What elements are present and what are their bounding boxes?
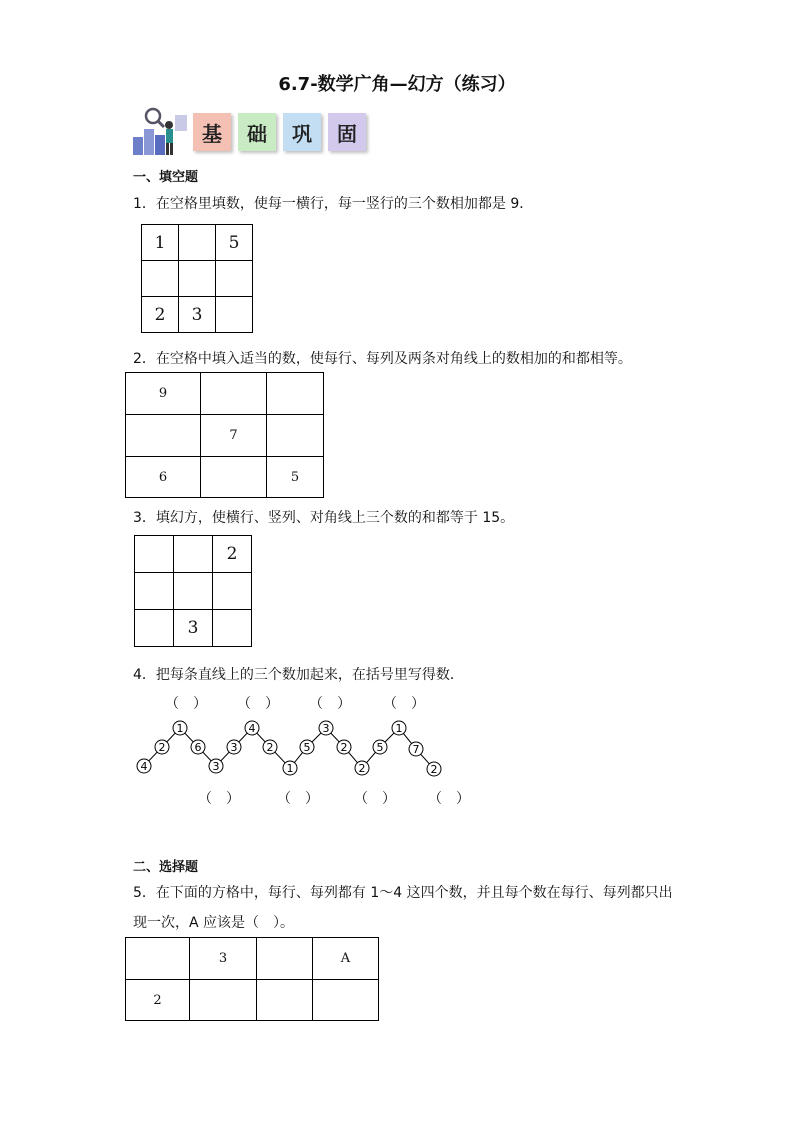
grid-cell[interactable]	[126, 938, 190, 980]
grid-cell[interactable]	[267, 373, 324, 415]
number-node-label: 7	[412, 743, 420, 756]
grid-cell[interactable]: 9	[126, 373, 201, 415]
grid-cell[interactable]	[179, 261, 216, 297]
grid-cell[interactable]	[201, 457, 267, 498]
grid-cell[interactable]	[135, 536, 174, 573]
question-1-grid	[141, 224, 253, 333]
number-node-label: 2	[340, 741, 348, 754]
grid-cell[interactable]: 2	[213, 536, 252, 573]
section-heading-multiple-choice: 二、选择题	[133, 860, 199, 875]
grid-cell[interactable]: 6	[126, 457, 201, 498]
grid-cell[interactable]	[216, 297, 253, 333]
answer-paren[interactable]: （ ）	[237, 696, 279, 712]
number-node-label: 2	[266, 741, 274, 754]
number-node-label: 1	[395, 722, 403, 735]
grid-cell[interactable]: 3	[190, 938, 257, 980]
number-node-label: 5	[376, 741, 384, 754]
question-5-text-line-1: 5．在下面的方格中，每行、每列都有 1～4 这四个数，并且每个数在每行、每列都只出	[133, 885, 673, 901]
grid-cell[interactable]: 1	[142, 225, 179, 261]
answer-paren[interactable]: （ ）	[165, 696, 207, 712]
banner-tile-4: 固	[328, 113, 366, 151]
grid-cell[interactable]: 7	[201, 415, 267, 457]
grid-cell[interactable]	[267, 415, 324, 457]
grid-cell[interactable]: 2	[142, 297, 179, 333]
number-node-label: 1	[176, 722, 184, 735]
question-5-grid	[125, 937, 379, 1021]
answer-paren[interactable]: （ ）	[277, 791, 319, 807]
grid-cell[interactable]	[257, 980, 313, 1021]
grid-cell[interactable]	[201, 373, 267, 415]
number-node-label: 6	[194, 741, 202, 754]
grid-cell[interactable]	[135, 610, 174, 647]
study-illustration-icon	[131, 107, 189, 157]
number-node-label: 4	[140, 760, 148, 773]
number-node-label: 2	[358, 762, 366, 775]
number-node-label: 3	[230, 741, 238, 754]
number-node-label: 5	[303, 741, 311, 754]
grid-cell[interactable]	[313, 980, 379, 1021]
number-node-label: 2	[158, 741, 166, 754]
grid-cell[interactable]: A	[313, 938, 379, 980]
grid-cell[interactable]	[174, 536, 213, 573]
grid-cell[interactable]	[142, 261, 179, 297]
question-2-text: 2．在空格中填入适当的数，使每行、每列及两条对角线上的数相加的和都相等。	[133, 351, 632, 367]
answer-paren[interactable]: （ ）	[354, 791, 396, 807]
number-node-label: 3	[322, 722, 330, 735]
answer-paren[interactable]: （ ）	[383, 696, 425, 712]
grid-cell[interactable]: 5	[267, 457, 324, 498]
grid-cell[interactable]	[190, 980, 257, 1021]
question-3-grid	[134, 535, 252, 647]
grid-cell[interactable]: 2	[126, 980, 190, 1021]
section-heading-fill-blank: 一、填空题	[133, 170, 199, 185]
number-node-label: 2	[430, 763, 438, 776]
grid-cell[interactable]	[135, 573, 174, 610]
banner-tile-1: 基	[193, 113, 231, 151]
grid-cell[interactable]	[174, 573, 213, 610]
page-title: 6.7-数学广角—幻方（练习）	[278, 74, 516, 95]
banner-tile-3: 巩	[283, 113, 321, 151]
grid-cell[interactable]	[213, 610, 252, 647]
banner-tile-2: 础	[238, 113, 276, 151]
answer-paren[interactable]: （ ）	[198, 791, 240, 807]
grid-cell[interactable]	[179, 225, 216, 261]
question-1-text: 1．在空格里填数，使每一横行，每一竖行的三个数相加都是 9．	[133, 196, 534, 212]
number-node-label: 1	[286, 762, 294, 775]
question-4-text: 4．把每条直线上的三个数加起来，在括号里写得数．	[133, 667, 464, 683]
grid-cell[interactable]: 5	[216, 225, 253, 261]
number-node-label: 3	[212, 760, 220, 773]
answer-paren[interactable]: （ ）	[309, 696, 351, 712]
question-5-text-line-2: 现一次，A 应该是（ ）。	[133, 915, 295, 931]
answer-paren[interactable]: （ ）	[428, 791, 470, 807]
question-2-grid	[125, 372, 324, 498]
grid-cell[interactable]	[213, 573, 252, 610]
grid-cell[interactable]: 3	[179, 297, 216, 333]
grid-cell[interactable]	[257, 938, 313, 980]
grid-cell[interactable]	[216, 261, 253, 297]
number-chain-diagram	[130, 715, 450, 785]
grid-cell[interactable]: 3	[174, 610, 213, 647]
grid-cell[interactable]	[126, 415, 201, 457]
question-3-text: 3．填幻方，使横行、竖列、对角线上三个数的和都等于 15。	[133, 510, 515, 526]
number-node-label: 4	[248, 722, 256, 735]
